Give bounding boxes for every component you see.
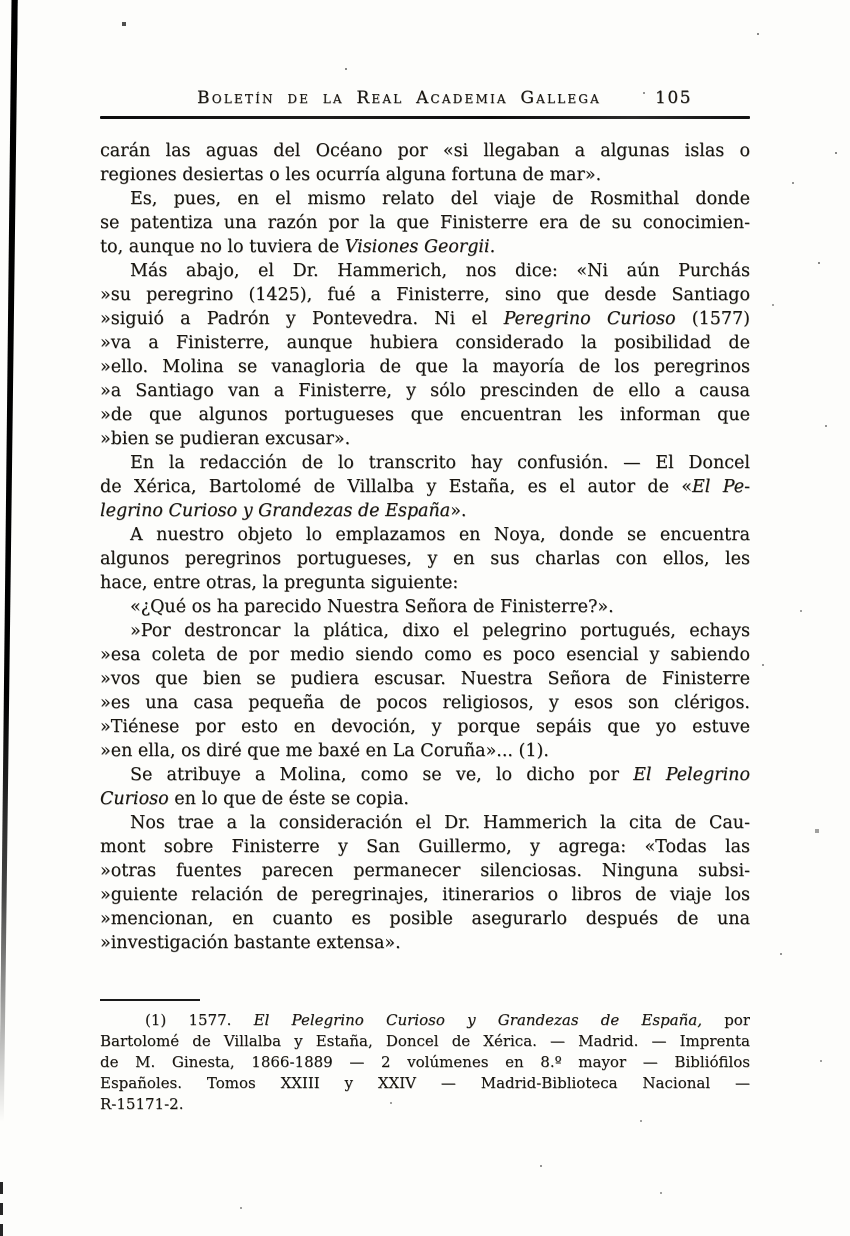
paragraph [100, 187, 750, 259]
paragraph [100, 523, 750, 595]
text-line: mont sobre Finisterre y San Guillermo, y agrega: «Todas las [100, 837, 750, 857]
text-line: «¿Qué os ha parecido Nuestra Señora de Finisterre?». [130, 597, 614, 617]
gutter-shadow-artifact [0, 0, 18, 1122]
text-line: »vos que bien se pudiera escusar. Nuestra Señora de Finisterre [100, 669, 750, 689]
text-line: En la redacción de lo transcrito hay confusión. — El Doncel [130, 453, 750, 473]
text-line: Curioso en lo que de éste se copia. [100, 789, 409, 809]
text-line: Nos trae a la consideración el Dr. Hammerich la cita de Cau- [130, 813, 750, 833]
header-rule [100, 116, 750, 119]
paragraph [100, 619, 750, 763]
bottom-edge-artifact [0, 1182, 3, 1236]
page-header [100, 88, 750, 112]
text-line: »su peregrino (1425), fué a Finisterre, sino que desde Santiago [100, 285, 750, 305]
page-number: 105 [655, 88, 692, 108]
text-line: algunos peregrinos portugueses, y en sus charlas con ellos, les [100, 549, 750, 569]
text-line: Bartolomé de Villalba y Estaña, Doncel de Xérica. — Madrid. — Imprenta [100, 1032, 750, 1050]
text-line: »de que algunos portugueses que encuentran les informan que [100, 405, 750, 425]
paragraph [100, 259, 750, 451]
text-block [100, 139, 750, 955]
paragraph [100, 763, 750, 811]
text-line: Se atribuye a Molina, como se ve, lo dicho por El Pelegrino [130, 765, 750, 785]
text-line: »es una casa pequeña de pocos religiosos, y esos son clérigos. [100, 693, 750, 713]
text-line: Más abajo, el Dr. Hammerich, nos dice: «Ni aún Purchás [130, 261, 750, 281]
text-line: »ello. Molina se vanagloria de que la mayoría de los peregrinos [100, 357, 750, 377]
text-line: »en ella, os diré que me baxé en La Coruña»... (1). [100, 741, 549, 761]
paragraph [100, 451, 750, 523]
text-line: »otras fuentes parecen permanecer silenciosas. Ninguna subsi- [100, 861, 750, 881]
paragraph [100, 139, 750, 187]
text-line: de Xérica, Bartolomé de Villalba y Estaña, es el autor de «El Pe- [100, 477, 750, 497]
text-line: »guiente relación de peregrinajes, itinerarios o libros de viaje los [100, 885, 750, 905]
text-line: to, aunque no lo tuviera de Visiones Georgii. [100, 237, 496, 257]
text-line: se patentiza una razón por la que Finisterre era de su conocimien- [100, 213, 750, 233]
text-line: A nuestro objeto lo emplazamos en Noya, donde se encuentra [130, 525, 750, 545]
text-line: »Tiénese por esto en devoción, y porque sepáis que yo estuve [100, 717, 750, 737]
scan-speckles [0, 0, 2, 2]
text-line: hace, entre otras, la pregunta siguiente: [100, 573, 459, 593]
text-line: »mencionan, en cuanto es posible asegurarlo después de una [100, 909, 750, 929]
paragraph [100, 595, 750, 619]
text-line: »a Santiago van a Finisterre, y sólo prescinden de ello a causa [100, 381, 750, 401]
text-line: »bien se pudieran excusar». [100, 429, 351, 449]
paragraph [100, 1010, 750, 1115]
text-line: de M. Ginesta, 1866-1889 — 2 volúmenes en 8.º mayor — Bibliófilos [100, 1053, 750, 1071]
text-line: »va a Finisterre, aunque hubiera considerado la posibilidad de [100, 333, 750, 353]
text-line: Españoles. Tomos XXIII y XXIV — Madrid-Biblioteca Nacional — [100, 1074, 750, 1092]
text-line: carán las aguas del Océano por «si llegaban a algunas islas o [100, 141, 750, 161]
text-line: legrino Curioso y Grandezas de España». [100, 501, 467, 521]
text-line: »esa coleta de por medio siendo como es poco esencial y sabiendo [100, 645, 750, 665]
text-line: Es, pues, en el mismo relato del viaje de Rosmithal donde [130, 189, 750, 209]
text-line: R-15171-2. [100, 1095, 184, 1113]
text-line: »investigación bastante extensa». [100, 933, 401, 953]
text-line: (1) 1577. El Pelegrino Curioso y Grandezas de España, por [145, 1011, 750, 1029]
paragraph [100, 811, 750, 955]
footnote-rule [100, 999, 200, 1001]
running-title: Boletín de la Real Academia Gallega [197, 88, 601, 108]
text-line: »Por destroncar la plática, dixo el pelegrino portugués, echays [130, 621, 750, 641]
text-line: regiones desiertas o les ocurría alguna fortuna de mar». [100, 165, 602, 185]
text-line: »siguió a Padrón y Pontevedra. Ni el Peregrino Curioso (1577) [100, 309, 750, 329]
text-column [100, 88, 750, 1115]
footnote-block [100, 1010, 750, 1115]
